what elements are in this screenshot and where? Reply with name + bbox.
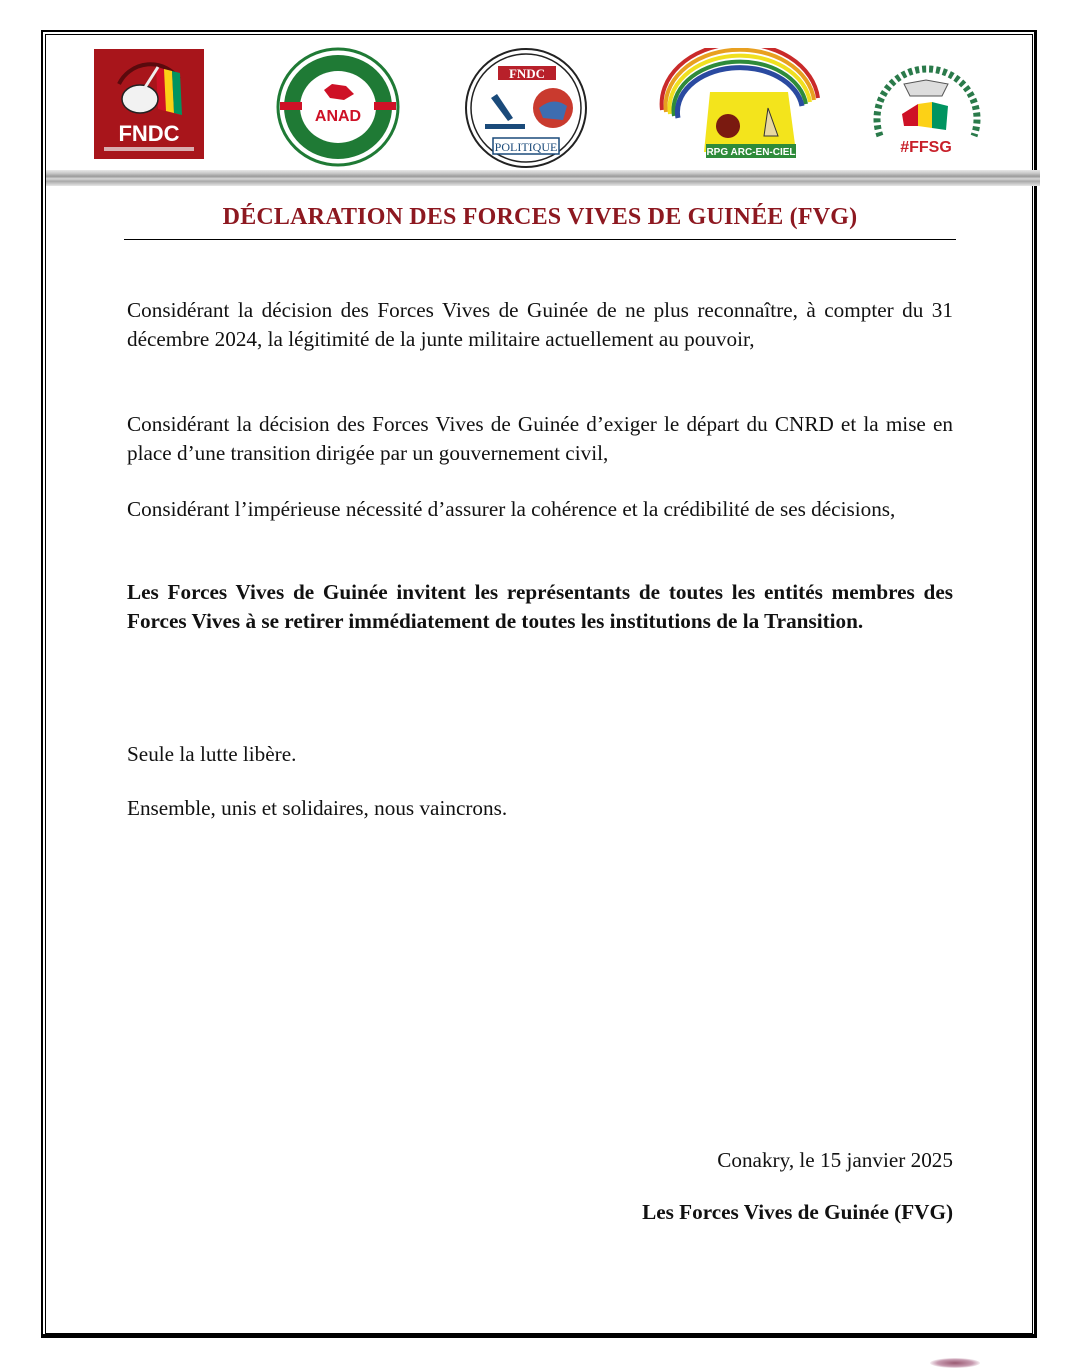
considerant-2: Considérant la décision des Forces Vives de Guinée d’exiger le départ du CNRD et la mise en place d’une transition dirigée par un gouvernement civil,: [127, 412, 953, 465]
resolution-paragraph: [127, 578, 953, 635]
paragraph-1: [127, 296, 953, 353]
rpg-logo-text: RPG ARC-EN-CIEL: [706, 147, 796, 158]
slogan-2: Ensemble, unis et solidaires, nous vaincrons.: [127, 796, 508, 820]
logo-bar: [60, 46, 1020, 166]
fndc-politique-logo: [463, 46, 589, 170]
ffsg-logo-text: #FFSG: [900, 139, 952, 156]
paragraph-3: [127, 495, 953, 524]
title-underline: [124, 239, 956, 240]
paragraph-2: [127, 410, 953, 467]
considerant-3: Considérant l’impérieuse nécessité d’assurer la cohérence et la crédibilité de ses décisions,: [127, 497, 896, 521]
fndc-logo: [94, 49, 204, 159]
considerant-1: Considérant la décision des Forces Vives de Guinée de ne plus reconnaître, à compter du 31 décembre 2024, la légitimité de la junte militaire actuellement au pouvoir,: [127, 298, 953, 351]
header-separator: [46, 170, 1040, 186]
anad-logo-text: ANAD: [314, 108, 362, 125]
fndc-politique-logo-text: FNDC: [508, 66, 546, 81]
fndc-politique-subtitle: POLITIQUE: [494, 140, 558, 154]
ffsg-logo: [866, 46, 986, 166]
anad-logo: [274, 46, 402, 168]
signature: Les Forces Vives de Guinée (FVG): [642, 1200, 953, 1224]
rpg-arc-en-ciel-logo: [656, 48, 822, 160]
resolution-text: Les Forces Vives de Guinée invitent les représentants de toutes les entités membres des Forces Vives à se retirer immédiatement de toutes les institutions de la Transition.: [127, 580, 953, 633]
place-date: Conakry, le 15 janvier 2025: [717, 1148, 953, 1172]
fndc-logo-text: FNDC: [118, 121, 180, 146]
bottom-edge-artifact: [930, 1358, 980, 1368]
slogan-1: Seule la lutte libère.: [127, 742, 297, 766]
document-title: DÉCLARATION DES FORCES VIVES DE GUINÉE (FVG): [222, 204, 858, 230]
